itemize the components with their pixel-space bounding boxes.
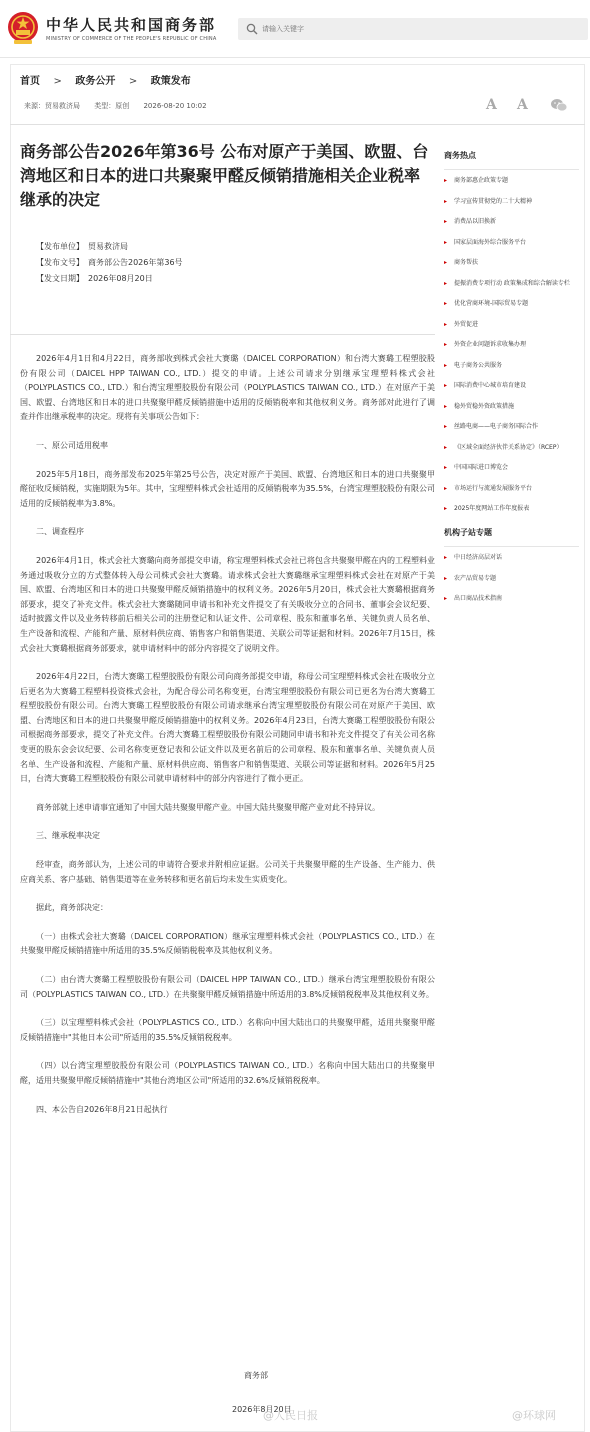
search-input[interactable] bbox=[262, 21, 562, 37]
site-name-cn[interactable]: 中华人民共和国商务部 bbox=[46, 16, 217, 34]
paragraph: （四）以台湾宝理塑胶股份有限公司（POLYPLASTICS TAIWAN CO., LTD.）名称向中国大陆出口的共聚聚甲醛，适用共聚聚甲醛反倾销措施中"其他台湾地区公司"所适用的32.6%反倾销税税率。 bbox=[20, 1061, 435, 1085]
font-small-button[interactable]: A bbox=[517, 97, 528, 113]
info-date: 【发文日期】 2026年08月20日 bbox=[36, 274, 153, 283]
site-name-en: MINISTRY OF COMMERCE OF THE PEOPLE'S REPUBLIC OF CHINA bbox=[46, 36, 217, 42]
paragraph: （三）以宝理塑料株式会社（POLYPLASTICS CO., LTD.）名称向中国大陆出口的共聚聚甲醛，适用共聚聚甲醛反倾销措施中"其他日本公司"所适用的35.5%反倾销税税率。 bbox=[20, 1018, 435, 1042]
article-datetime: 2026-08-20 10:02 bbox=[143, 102, 207, 110]
paragraph: 2026年4月1日，株式会社大赛璐向商务部提交申请，称宝理塑料株式会社已将包含共聚聚甲醛在内的工程塑料业务通过吸收分立的方式整体转入母公司株式会社大赛璐。请求株式会社大赛璐继承宝理塑料株式会社在对原产于美国、欧盟、台湾地区和日本的进口共聚聚甲醛反倾销措施中的权利义务。2026年5月20日，株式会社大赛璐根据商务部要求，提交了补充文件。株式会社大赛璐随同申请书和补充文件提交了有关吸收分立的合同书、董事会会议纪要、适时披露文件以及业务转移前后相关公司的注册登记和认证文件、公司章程、股东和董事名单、关键负责人员名单、生产设备和流程、产能和产量、原材料供应商、销售客户和销售渠道、关联公司等证据和材料。2026年7月15日，株式会社大赛璐根据商务部要求，就申请材料中的部分内容提交了说明文件。 bbox=[20, 555, 435, 653]
info-divider bbox=[10, 334, 435, 335]
font-large-button[interactable]: A bbox=[486, 97, 497, 113]
sidebar-item[interactable]: ▸ 市场运行与流通发展服务平台 bbox=[444, 484, 579, 493]
article-type: 类型：原创 bbox=[94, 102, 130, 110]
sidebar-divider bbox=[444, 169, 579, 170]
sidebar-item[interactable]: ▸ 中国国际进口博览会 bbox=[444, 463, 579, 472]
sidebar-item[interactable]: ▸ 电子商务公共服务 bbox=[444, 361, 579, 370]
sidebar-item[interactable]: ▸ 国家层面海外综合服务平台 bbox=[444, 238, 579, 247]
sidebar-item[interactable]: ▸ 优化营商环境-国际贸易专题 bbox=[444, 299, 579, 308]
header-divider bbox=[10, 124, 585, 125]
sidebar-item[interactable]: ▸ 提振消费专项行动 政策集成和综合解读专栏 bbox=[444, 279, 579, 288]
paragraph: 2025年5月18日，商务部发布2025年第25号公告，决定对原产于美国、欧盟、台湾地区和日本的进口共聚聚甲醛征收反倾销税，实施期限为5年。其中，宝理塑料株式会社适用的反倾销税率为35.5%，台湾宝理塑胶股份有限公司适用的反倾销税率为3.8%。 bbox=[20, 469, 435, 508]
sidebar-item[interactable]: ▸ 国际消费中心城市培育建设 bbox=[444, 381, 579, 390]
sidebar-item[interactable]: ▸ 商务部惠企政策专题 bbox=[444, 176, 579, 185]
sidebar-item[interactable]: ▸ 2025年度网站工作年度报表 bbox=[444, 504, 579, 513]
watermark-huanqiu: @环球网 bbox=[512, 1409, 556, 1422]
sidebar-item[interactable]: ▸ 消费品以旧换新 bbox=[444, 217, 579, 226]
sidebar-item[interactable]: ▸ 商务帮扶 bbox=[444, 258, 579, 267]
paragraph: 2026年4月22日，台湾大赛璐工程塑胶股份有限公司向商务部提交申请，称母公司宝理塑料株式会社在吸收分立后更名为大赛璐工程塑料投资株式会社，为配合母公司名称变更，台湾宝理塑胶股份有限公司已更名为台湾大赛璐工程塑胶股份有限公司。台湾大赛璐工程塑胶股份有限公司请求继承台湾宝理塑胶股份有限公司在对原产于美国、欧盟、台湾地区和日本的进口共聚聚甲醛反倾销措施中的权利义务。2026年4月23日，台湾大赛璐工程塑胶股份有限公司根据商务部要求，提交了补充文件。台湾大赛璐工程塑胶股份有限公司随同申请书和补充文件提交了有关公司名称变更的股东会会议纪要、公司名称变更登记表和公证文件以及更名前后的公司章程、股东和董事名单、关键负责人员名单、生产设备和流程、产能和产量、原材料供应商、销售客户和销售渠道、关联公司等证据和材料。2026年5月25日，台湾大赛璐工程塑胶股份有限公司就申请材料中的部分内容进行了微小更正。 bbox=[20, 672, 435, 784]
section-heading: 一、原公司适用税率 bbox=[36, 440, 108, 450]
info-publisher: 【发布单位】 贸易救济局 bbox=[36, 242, 128, 251]
article-meta bbox=[24, 101, 219, 111]
wechat-icon[interactable] bbox=[550, 98, 568, 112]
national-emblem-icon[interactable] bbox=[6, 9, 40, 47]
signature-unit: 商务部 bbox=[244, 1371, 268, 1380]
sidebar-subsite-list bbox=[444, 553, 579, 603]
sidebar-item[interactable]: ▸ 《区域全面经济伙伴关系协定》（RCEP） bbox=[444, 443, 579, 452]
search-icon[interactable] bbox=[246, 23, 258, 35]
article-title: 商务部公告2026年第36号 公布对原产于美国、欧盟、台湾地区和日本的进口共聚聚甲醛反倾销措施相关企业税率继承的决定 bbox=[20, 142, 429, 209]
breadcrumb-separator: > bbox=[53, 76, 62, 87]
paragraph: （二）由台湾大赛璐工程塑胶股份有限公司（DAICEL HPP TAIWAN CO., LTD.）继承台湾宝理塑胶股份有限公司（POLYPLASTICS TAIWAN CO., LTD.）在共聚聚甲醛反倾销措施中所适用的3.8%反倾销税税率及其他权利义务。 bbox=[20, 975, 435, 999]
info-doc-number: 【发布文号】 商务部公告2026年第36号 bbox=[36, 258, 183, 267]
sidebar-item[interactable]: ▸ 农产品贸易专题 bbox=[444, 574, 579, 583]
paragraph: 据此，商务部决定： bbox=[36, 903, 108, 913]
section-heading: 四、本公告自2026年8月21日起执行 bbox=[36, 1104, 168, 1114]
sidebar-hot-list bbox=[444, 176, 579, 513]
sidebar-item[interactable]: ▸ 外贸促进 bbox=[444, 320, 579, 329]
search-box[interactable] bbox=[238, 18, 588, 40]
sidebar-hot-title: 商务热点 bbox=[444, 151, 476, 160]
article-body bbox=[20, 352, 435, 1131]
section-heading: 二、调查程序 bbox=[36, 527, 84, 537]
sidebar-item[interactable]: ▸ 外资企业问题诉求收集办理 bbox=[444, 340, 579, 349]
breadcrumb-gov-affairs[interactable]: 政务公开 bbox=[75, 76, 116, 87]
site-header bbox=[0, 0, 590, 58]
sidebar-subsite-title: 机构子站专题 bbox=[444, 528, 492, 537]
article-source: 来源：贸易救济局 bbox=[24, 102, 80, 110]
watermark-peoples-daily: @人民日报 bbox=[263, 1409, 318, 1422]
section-heading: 三、继承税率决定 bbox=[36, 831, 100, 841]
breadcrumb bbox=[20, 72, 201, 87]
article-info bbox=[20, 238, 430, 286]
breadcrumb-separator: > bbox=[128, 76, 138, 87]
sidebar-item[interactable]: ▸ 学习宣传贯彻党的二十大精神 bbox=[444, 197, 579, 206]
sidebar-item[interactable]: ▸ 稳外贸稳外资政策措施 bbox=[444, 402, 579, 411]
paragraph: （一）由株式会社大赛璐（DAICEL CORPORATION）继承宝理塑料株式会社（POLYPLASTICS CO., LTD.）在共聚聚甲醛反倾销措施中所适用的35.5%反倾销税税率及其他权利义务。 bbox=[20, 931, 435, 956]
sidebar-item[interactable]: ▸ 中日经济高层对话 bbox=[444, 553, 579, 562]
signature-date: 2026年8月20日 bbox=[232, 1405, 292, 1414]
breadcrumb-home[interactable]: 首页 bbox=[20, 76, 40, 87]
sidebar-divider bbox=[444, 546, 579, 547]
sidebar bbox=[444, 150, 579, 615]
paragraph: 商务部就上述申请事宜通知了中国大陆共聚聚甲醛产业。中国大陆共聚聚甲醛产业对此不持异议。 bbox=[36, 802, 380, 812]
paragraph: 2026年4月1日和4月22日，商务部收到株式会社大赛璐（DAICEL CORPORATION）和台湾大赛璐工程塑胶股份有限公司（DAICEL HPP TAIWAN CO., LTD.）提交的申请。上述公司请求分别继承宝理塑料株式会社（POLYPLASTICS CO., LTD.）和台湾宝理塑胶股份有限公司（POLYPLASTICS TAIWAN CO., LTD.）在对原产于美国、欧盟、台湾地区和日本的进口共聚聚甲醛反倾销措施中适用的反倾销税率和其他权利义务。商务部对此进行了调查并作出继承税率的决定。现将有关事项公告如下： bbox=[20, 354, 435, 422]
sidebar-item[interactable]: ▸ 丝路电商——电子商务国际合作 bbox=[444, 422, 579, 431]
sidebar-item[interactable]: ▸ 出口商品技术指南 bbox=[444, 594, 579, 603]
breadcrumb-policy-release[interactable]: 政策发布 bbox=[150, 76, 191, 87]
paragraph: 经审查，商务部认为，上述公司的申请符合要求并附相应证据。公司关于共聚聚甲醛的生产设备、生产能力、供应商关系、客户基础、销售渠道等在业务转移和更名前后均未发生实质变化。 bbox=[20, 860, 435, 884]
